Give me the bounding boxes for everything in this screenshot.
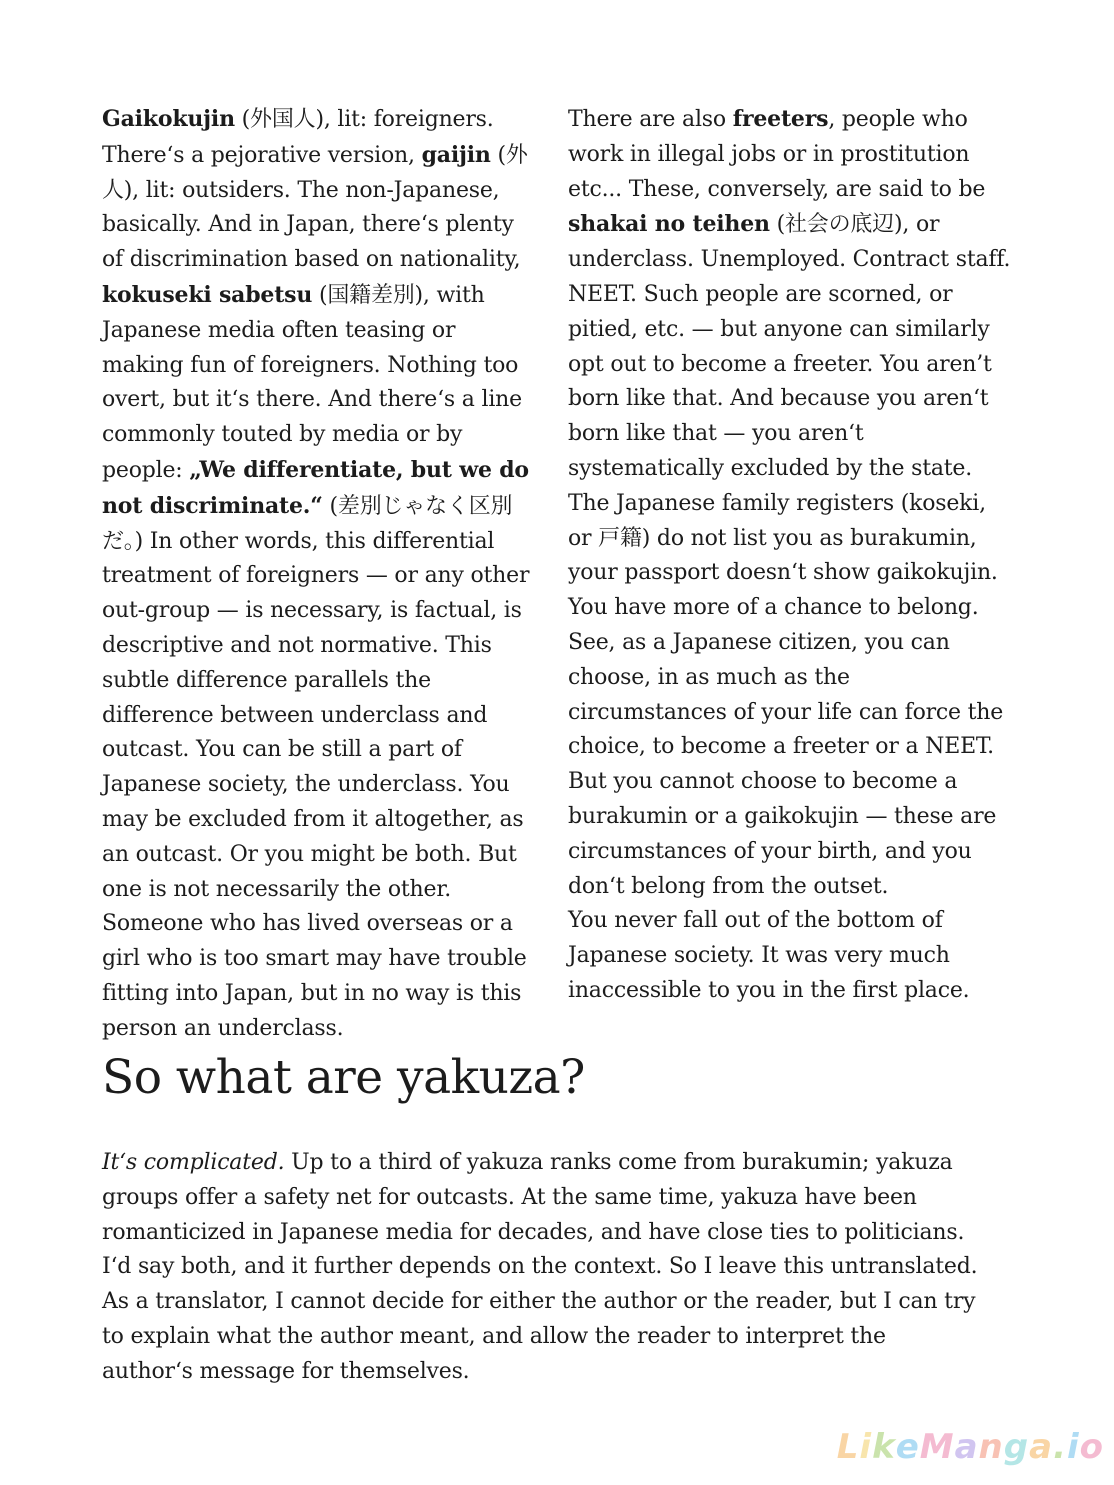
text-run: (国籍差別), with Japanese media often teasing or making fun of foreigners. Nothing too overt, but it‘s there. And there‘s a line commonly touted by media or by people:	[102, 282, 522, 483]
site-watermark	[837, 1427, 1104, 1467]
watermark-letter: M	[919, 1427, 955, 1467]
watermark-letter: k	[872, 1427, 896, 1467]
bold-term: Gaikokujin	[102, 106, 235, 132]
text-run: (外人), lit: outsiders. The non-Japanese, basically. And in Japan, there‘s plenty of discrimination based on nationality,	[102, 142, 528, 273]
text-run: Up to a third of yakuza ranks come from burakumin; yakuza groups offer a safety net for outcasts. At the same time, yakuza have been romanticized in Japanese media for decades, and have close ties to politicians. I‘d say both, and it further depends on the context. So I leave this untranslated. As a translator, I cannot decide for either the author or the reader, but I can try to explain what the author meant, and allow the reader to interpret the author‘s message for themselves.	[102, 1150, 978, 1384]
text-run: (外国人), lit: foreigners. There‘s a pejorative version,	[102, 107, 494, 168]
watermark-letter: g	[1003, 1427, 1030, 1467]
watermark-letter: L	[836, 1427, 860, 1467]
bold-term: „We differentiate, but we do not discriminate.“	[102, 456, 529, 519]
closing-paragraph	[102, 1146, 982, 1390]
right-column-paragraph-1	[568, 102, 1012, 904]
bold-term: kokuseki sabetsu	[102, 281, 313, 308]
watermark-letter: .	[1053, 1427, 1067, 1467]
italic-phrase: It‘s complicated.	[102, 1150, 285, 1175]
watermark-letter: a	[1029, 1427, 1054, 1467]
text-run: You never fall out of the bottom of Japanese society. It was very much inaccessible to you in the first place.	[568, 908, 970, 1003]
right-column-paragraph-2	[568, 904, 1012, 1008]
left-column	[102, 102, 538, 1047]
text-run: (差別じゃなく区別だ。) In other words, this differential treatment of foreigners — or any other out-group — is necessary, is factual, is descriptive and not normative. This subtle difference parallels the difference between underclass and outcast. You can be still a part of Japanese society, the underclass. You may be excluded from it altogether, as an outcast. Or you might be both. But one is not necessarily the other. Someone who has lived overseas or a girl who is too smart may have trouble fitting into Japan, but in no way is this person an underclass.	[102, 493, 530, 1041]
text-run: There are also	[568, 107, 733, 132]
bold-term: freeters	[732, 106, 829, 132]
left-column-paragraph	[102, 102, 538, 1047]
watermark-letter: n	[978, 1427, 1004, 1467]
bold-term: gaijin	[421, 141, 491, 168]
watermark-letter: i	[1066, 1427, 1080, 1467]
watermark-letter: a	[954, 1427, 979, 1467]
watermark-letter: i	[859, 1427, 873, 1467]
section-heading: So what are yakuza?	[102, 1050, 585, 1105]
text-run: , people who work in illegal jobs or in prostitution etc... These, conversely, are said to be	[568, 107, 986, 202]
watermark-letter: o	[1079, 1427, 1104, 1467]
watermark-letter: e	[895, 1427, 920, 1467]
text-run: (社会の底辺), or underclass. Unemployed. Contract staff. NEET. Such people are scorned, or pitied, etc. — but anyone can similarly opt out to become a freeter. You aren’t born like that. And because you aren‘t born like that — you aren‘t systematically excluded by the state. The Japanese family registers (koseki, or 戸籍) do not list you as burakumin, your passport doesn‘t show gaikokujin. You have more of a chance to belong. See, as a Japanese citizen, you can choose, in as much as the circumstances of your life can force the choice, to become a freeter or a NEET. But you cannot choose to become a burakumin or a gaikokujin — these are circumstances of your birth, and you don‘t belong from the outset.	[568, 212, 1011, 899]
bold-term: shakai no teihen	[568, 211, 770, 238]
right-column	[568, 102, 1012, 1009]
